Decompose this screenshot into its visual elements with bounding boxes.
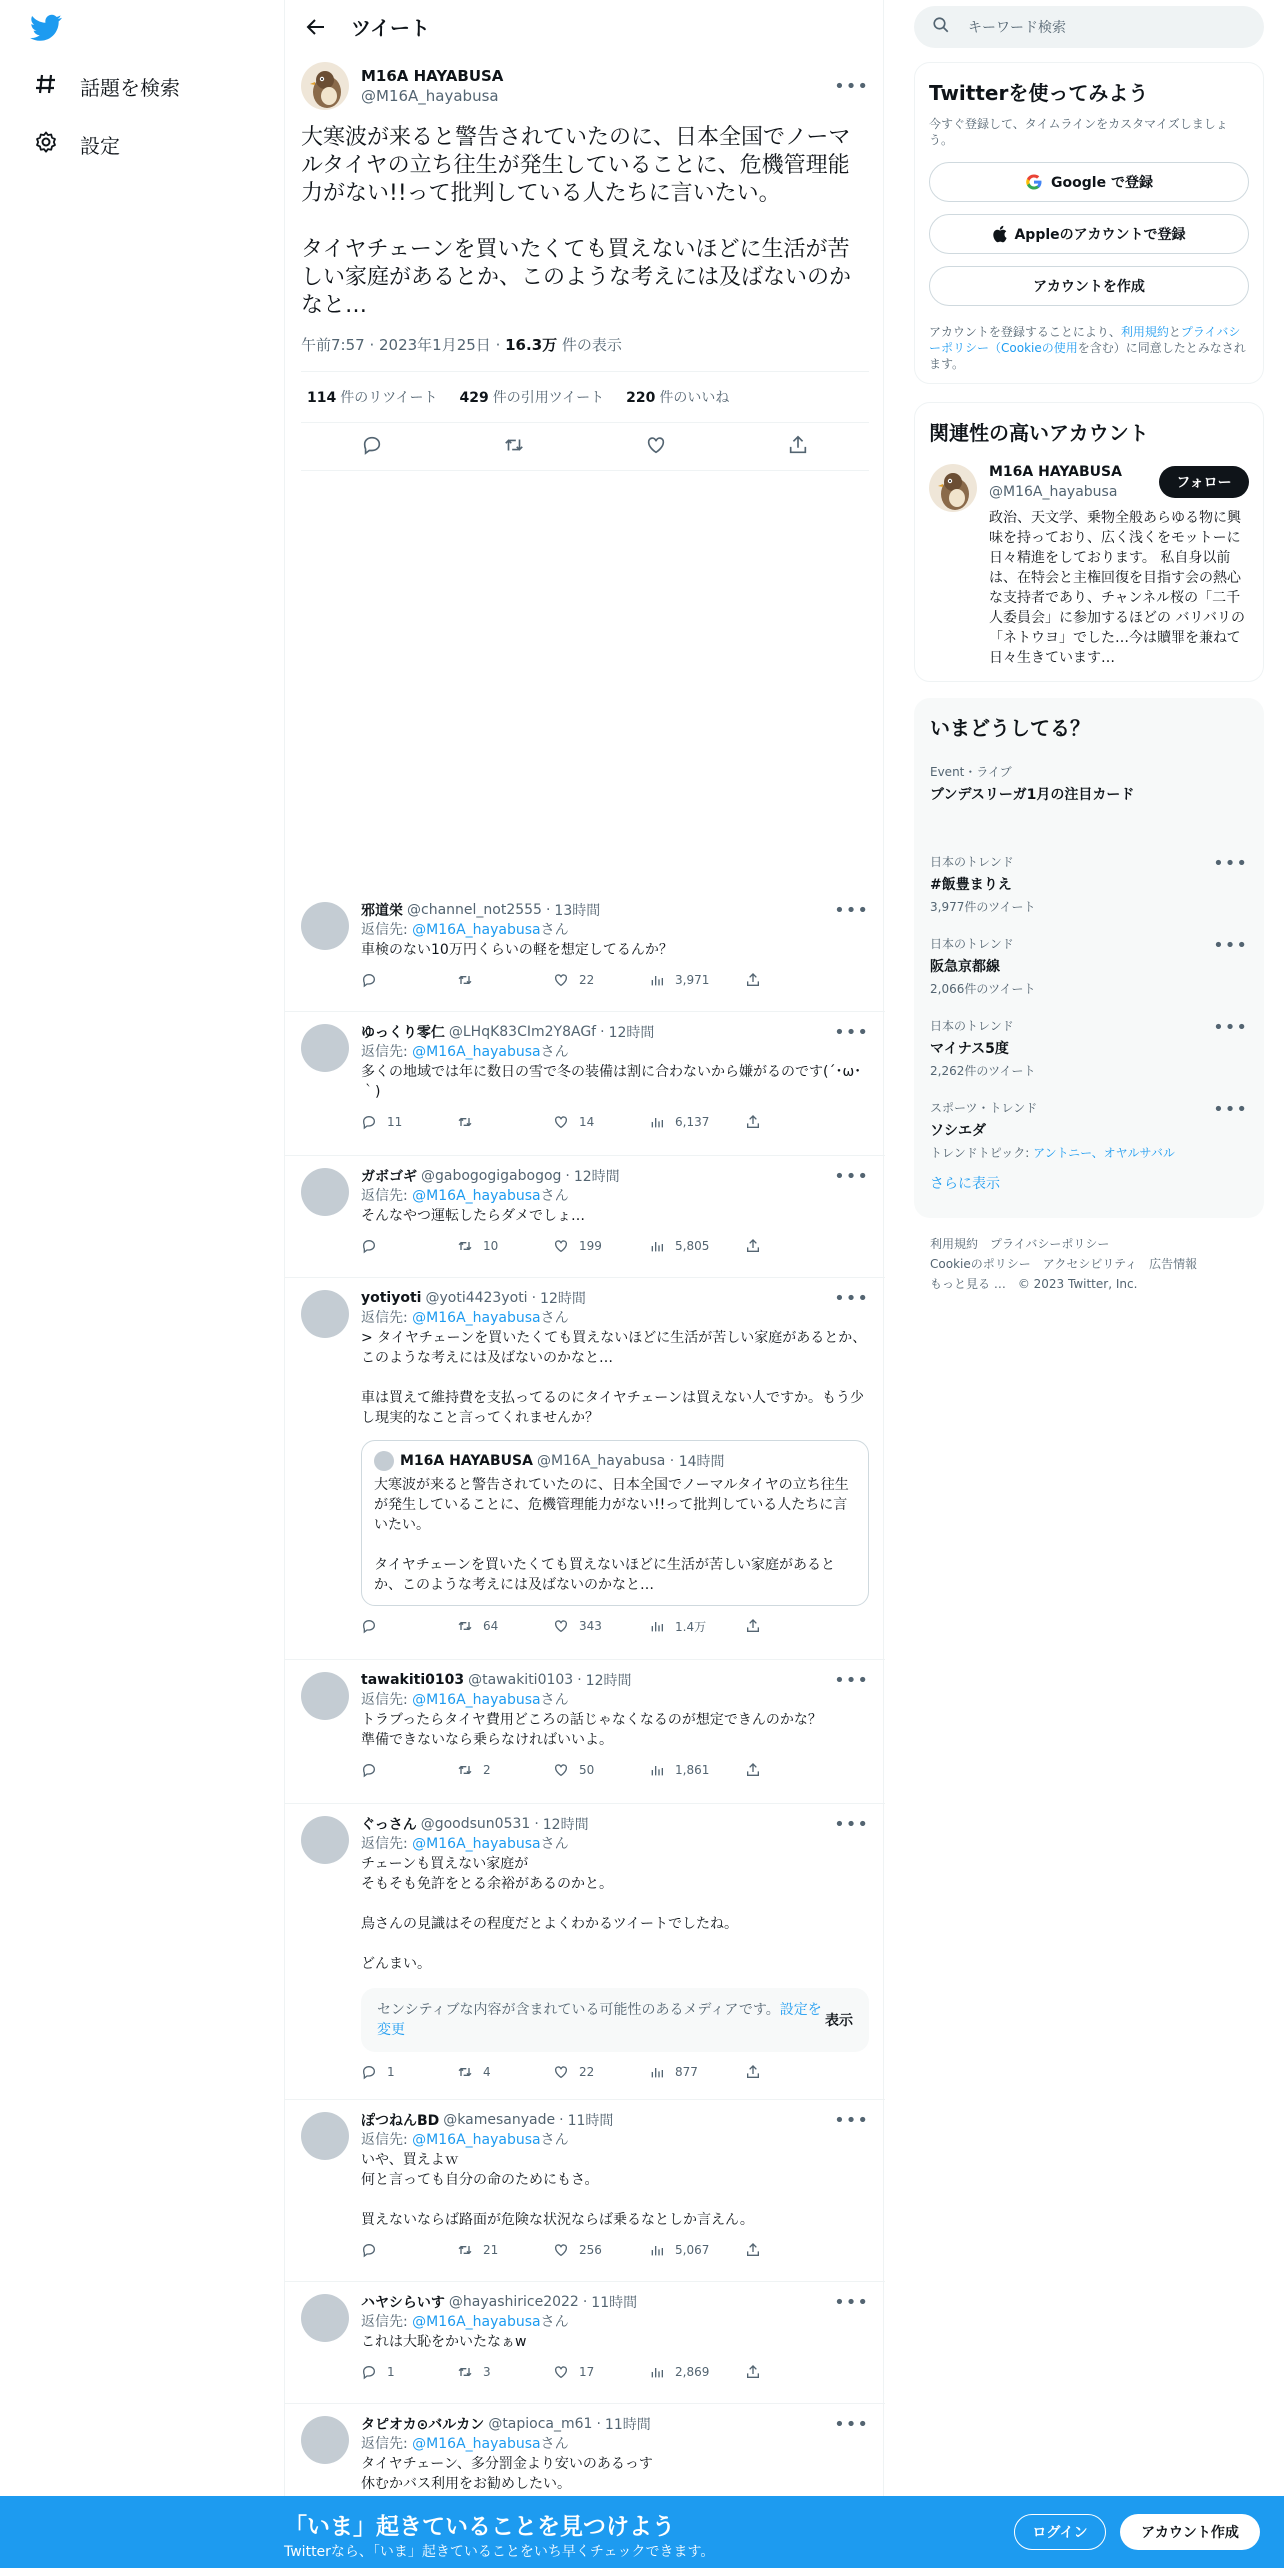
related-account-name[interactable]: M16A HAYABUSA (989, 464, 1122, 480)
tweet-date[interactable]: 2023年1月25日 (379, 336, 491, 354)
reply-author-handle[interactable]: @yoti4423yoti (425, 1290, 528, 1306)
trend-count: 2,262件のツイート (930, 1064, 1036, 1078)
reply-more-icon[interactable]: ••• (834, 2110, 869, 2131)
reply-text: 多くの地域では年に数日の雪で冬の装備は割に合わないから嫌がるのです(´･ω･｀) (361, 1064, 862, 1100)
header-bar (285, 0, 885, 53)
reply-text: チェーンも買えない家庭が そもそも免許をとる余裕があるのかと。 鳥さんの見識はその程度だとよくわかるツイートでしたね。 どんまい。 (361, 1856, 739, 1972)
trend-item[interactable] (930, 1017, 1248, 1099)
reply-to-line: 返信先: @M16A_hayabusaさん (361, 1044, 569, 1060)
share-button[interactable] (745, 2064, 841, 2080)
reply-button[interactable] (361, 2242, 457, 2258)
reply-author-handle[interactable]: @kamesanyade (443, 2112, 556, 2128)
reply-to-link[interactable]: @M16A_hayabusa (412, 922, 541, 938)
views-button[interactable]: 877 (649, 2064, 745, 2080)
reply-to-line: 返信先: @M16A_hayabusaさん (361, 2314, 569, 2330)
share-button[interactable] (745, 1762, 841, 1778)
trend-category: 日本のトレンド (930, 937, 1014, 951)
views-label: 件の表示 (561, 336, 622, 354)
reply-button[interactable] (361, 1762, 457, 1778)
reply-more-icon[interactable]: ••• (834, 2414, 869, 2435)
like-button[interactable]: 343 (553, 1618, 649, 1634)
views-button[interactable]: 5,805 (649, 1238, 745, 1254)
nav-explore[interactable] (34, 68, 180, 104)
footer-links (930, 1234, 1197, 1294)
related-account-avatar[interactable] (929, 464, 977, 512)
reply-to-line: 返信先: @M16A_hayabusaさん (361, 922, 569, 938)
reply-author-handle[interactable]: @tawakiti0103 (468, 1672, 574, 1688)
reply-text: これは大恥をかいたなぁw (361, 2334, 527, 2350)
share-button[interactable] (745, 1238, 841, 1254)
reply-author-handle[interactable]: @gabogogigabogog (421, 1168, 562, 1184)
reply-author-name[interactable]: ハヤシらいす (361, 2295, 445, 2311)
trend-name: ソシエダ (930, 1123, 986, 1139)
reply-to-line: 返信先: @M16A_hayabusaさん (361, 2132, 569, 2148)
author-handle[interactable]: @M16A_hayabusa (361, 87, 499, 105)
reply-text: トラブったらタイヤ費用どころの話じゃなくなるのが想定できんのかな？ 準備できないなら乗らなければいいよ。 (361, 1712, 822, 1748)
trend-category: 日本のトレンド (930, 1019, 1014, 1033)
reply-more-icon[interactable]: ••• (834, 1814, 869, 1835)
reply-author-name[interactable]: tawakiti0103 (361, 1672, 465, 1688)
signup-card-subtitle: 今すぐ登録して、タイムラインをカスタマイズしましょう。 (929, 117, 1228, 147)
reply-actions (361, 2362, 869, 2382)
like-icon[interactable] (645, 434, 667, 460)
reply-time[interactable]: 12時間 (608, 1025, 655, 1041)
quoted-author-handle: @M16A_hayabusa (536, 1453, 666, 1469)
search-box[interactable] (914, 6, 1264, 48)
quotes-stat[interactable]: 429 件の引用ツイート (459, 390, 605, 406)
apple-signup-button[interactable] (929, 214, 1249, 254)
reply-button[interactable] (361, 972, 457, 988)
reply-icon[interactable] (361, 434, 383, 460)
reply-author-handle[interactable]: @goodsun0531 (420, 1816, 531, 1832)
share-icon[interactable] (787, 434, 809, 460)
search-input[interactable]: キーワード検索 (968, 20, 1066, 36)
reply-tweet[interactable]: ハヤシらいす @hayashirice2022 · 11時間 返信先: @M16A_hayabusaさん これは大恥をかいたなぁw 1 3 17 2,869 ••• (285, 2282, 885, 2404)
trend-count: 3,977件のツイート (930, 900, 1036, 914)
reply-tweet[interactable]: ぐっさん @goodsun0531 · 12時間 返信先: @M16A_hayabusaさん チェーンも買えない家庭が そもそも免許をとる余裕があるのかと。 鳥さんの見識はその程度だとよくわかるツイートでしたね。 どんまい。 センシティブな内容が含まれている可能性のあるメディアです。設定を変更 表示 1 4 22 877 ••• (285, 1804, 885, 2100)
reply-to-link[interactable]: @M16A_hayabusa (412, 1836, 541, 1852)
reply-author-handle[interactable]: @hayashirice2022 (448, 2294, 579, 2310)
retweet-button[interactable] (457, 1114, 553, 1130)
show-media-button[interactable]: 表示 (825, 2013, 853, 2029)
share-button[interactable] (745, 1114, 841, 1130)
reply-author-handle[interactable]: @LHqK83CIm2Y8AGf (448, 1024, 597, 1040)
reply-text: そんなやつ運転したらダメでしょ… (361, 1208, 585, 1224)
trend-category: Event・ライブ (930, 765, 1012, 779)
views-button[interactable]: 2,869 (649, 2364, 745, 2380)
signup-card-title: Twitterを使ってみよう (929, 81, 1149, 105)
tweet-text: 大寒波が来ると警告されていたのに、日本全国でノーマルタイヤの立ち往生が発生していることに、危機管理能力がない!!って批判している人たちに言いたい。 タイヤチェーンを買いたくても買えないほどに生活が苦しい家庭があるとか、このような考えには及ばないのかなと… (301, 125, 852, 318)
reply-to-line: 返信先: @M16A_hayabusaさん (361, 1188, 569, 1204)
reply-to-link[interactable]: @M16A_hayabusa (412, 1692, 541, 1708)
reply-actions (361, 1616, 869, 1636)
trend-item[interactable] (930, 853, 1248, 935)
sensitive-media-notice (361, 1988, 869, 2052)
reply-author-handle[interactable]: @tapioca_m61 (488, 2416, 593, 2432)
reply-avatar[interactable] (301, 1290, 349, 1338)
quoted-avatar (374, 1451, 394, 1471)
page-title: ツイート (351, 16, 430, 40)
tweet-column (284, 0, 884, 2568)
footer-line-2[interactable]: Cookieのポリシー アクセシビリティ 広告情報 (930, 1257, 1198, 1271)
like-button[interactable]: 22 (553, 2064, 649, 2080)
like-button[interactable]: 22 (553, 972, 649, 988)
retweet-button[interactable]: 3 (457, 2364, 553, 2380)
like-button[interactable]: 199 (553, 1238, 649, 1254)
reply-author-name[interactable]: yotiyoti (361, 1290, 422, 1306)
signup-terms: アカウントを登録することにより、利用規約とプライバシーポリシー（Cookieの使用を含む）に同意したとみなされます。 (929, 325, 1246, 371)
signup-banner (0, 2496, 1284, 2568)
engagement-stats (301, 371, 869, 423)
related-title: 関連性の高いアカウント (929, 421, 1149, 445)
trends-card (914, 698, 1264, 1218)
reply-avatar[interactable] (301, 1024, 349, 1072)
reply-actions (361, 1760, 869, 1780)
reply-avatar[interactable] (301, 2416, 349, 2464)
reply-text: 車検のない10万円くらいの軽を想定してるんか？ (361, 942, 673, 958)
author-avatar[interactable] (301, 62, 349, 110)
reply-tweet[interactable]: タピオカ⊙バルカン @tapioca_m61 · 11時間 返信先: @M16A_hayabusaさん タイヤチェーン、多分罰金より安いのあるっす 休むかバス利用をお勧めしたい。 ••• (285, 2404, 885, 2496)
reply-to-link[interactable]: @M16A_hayabusa (412, 1044, 541, 1060)
quoted-time: 14時間 (678, 1454, 725, 1470)
reply-tweet[interactable]: yotiyoti @yoti4423yoti · 12時間 返信先: @M16A_hayabusaさん > タイヤチェーンを買いたくても買えないほどに生活が苦しい家庭があるとか、このような考えには及ばないのかなと… 車は買えて維持費を支払ってるのにタイヤチェーンは買えない人ですか。もう少し現実的なこと言ってくれませんか？ M16A HAYABUSA @M16A_hayabusa · 14時間 大寒波が来ると警告されていたのに、日本全国でノーマルタイヤの立ち往生が発生していることに、危機管理能力がない!!って批判している人たちに言いたい。 タイヤチェーンを買いたくても買えないほどに生活が苦しい家庭があるとか、このような考えには及ばないのかなと… 64 343 1.4万 ••• (285, 1278, 885, 1660)
share-button[interactable] (745, 1618, 841, 1634)
apple-signup-label: Appleのアカウントで登録 (1014, 227, 1186, 243)
reply-more-icon[interactable]: ••• (834, 900, 869, 921)
reply-more-icon[interactable]: ••• (834, 1670, 869, 1691)
retweet-button[interactable]: 10 (457, 1238, 553, 1254)
reply-more-icon[interactable]: ••• (834, 1288, 869, 1309)
retweet-button[interactable]: 21 (457, 2242, 553, 2258)
trend-count: トレンドトピック: アントニー、オヤルサバル (930, 1146, 1175, 1160)
retweets-stat[interactable]: 114 件のリツイート (307, 390, 438, 406)
retweet-button[interactable]: 4 (457, 2064, 553, 2080)
change-settings-link[interactable]: 設定を変更 (377, 2002, 822, 2038)
show-more-link[interactable]: さらに表示 (930, 1176, 1000, 1192)
tweet-actions (301, 423, 869, 471)
reply-button[interactable] (361, 1618, 457, 1634)
reply-author-name[interactable]: 邪道栄 (361, 903, 403, 919)
related-account-handle[interactable]: @M16A_hayabusa (989, 484, 1118, 500)
reply-avatar[interactable] (301, 1816, 349, 1864)
trend-name: マイナス5度 (930, 1041, 1009, 1057)
reply-actions (361, 2240, 869, 2260)
retweet-button[interactable]: 2 (457, 1762, 553, 1778)
related-accounts-card (914, 402, 1264, 682)
views-button[interactable]: 3,971 (649, 972, 745, 988)
views-count: 16.3万 (505, 336, 558, 354)
signup-card (914, 62, 1264, 384)
reply-to-link[interactable]: @M16A_hayabusa (412, 2314, 541, 2330)
reply-avatar[interactable] (301, 1168, 349, 1216)
footer-line-1[interactable]: 利用規約 プライバシーポリシー (930, 1237, 1110, 1251)
reply-time[interactable]: 12時間 (540, 1291, 586, 1307)
reply-actions (361, 1236, 869, 1256)
reply-more-icon[interactable]: ••• (834, 2292, 869, 2313)
reply-actions (361, 2062, 869, 2082)
trend-topic-links[interactable]: アントニー、オヤルサバル (1033, 1146, 1175, 1160)
like-button[interactable]: 14 (553, 1114, 649, 1130)
gear-icon (34, 130, 80, 159)
reply-button[interactable] (361, 1238, 457, 1254)
reply-tweet[interactable]: ガボゴギ @gabogogigabogog · 12時間 返信先: @M16A_hayabusaさん そんなやつ運転したらダメでしょ… 10 199 5,805 ••• (285, 1156, 885, 1278)
share-button[interactable] (745, 2364, 841, 2380)
reply-author-name[interactable]: ガボゴギ (361, 1169, 417, 1185)
google-signup-label: Google で登録 (1051, 175, 1153, 191)
apple-icon (992, 225, 1008, 243)
reply-to-link[interactable]: @M16A_hayabusa (412, 2132, 541, 2148)
reply-to-link[interactable]: @M16A_hayabusa (412, 1188, 541, 1204)
views-button[interactable]: 1.4万 (649, 1618, 745, 1635)
trend-item[interactable] (930, 935, 1248, 1017)
reply-avatar[interactable] (301, 2112, 349, 2160)
trend-item[interactable] (930, 763, 1248, 853)
reply-tweet[interactable]: tawakiti0103 @tawakiti0103 · 12時間 返信先: @M16A_hayabusaさん トラブったらタイヤ費用どころの話じゃなくなるのが想定できんのかな？ 準備できないなら乗らなければいいよ。 2 50 1,861 ••• (285, 1660, 885, 1804)
quoted-text: 大寒波が来ると警告されていたのに、日本全国でノーマルタイヤの立ち往生が発生していることに、危機管理能力がない!!って批判している人たちに言いたい。 タイヤチェーンを買いたくても買えないほどに生活が苦しい家庭があるとか、このような考えには及ばないのかなと… (374, 1477, 849, 1593)
reply-to-line: 返信先: @M16A_hayabusaさん (361, 1310, 569, 1326)
reply-text: いや、買えよｗ 何と言っても自分の命のためにもさ。 買えないならば路面が危険な状況ならば乗るなとしか言えん。 (361, 2152, 754, 2228)
reply-button[interactable]: 1 (361, 2064, 457, 2080)
share-button[interactable] (745, 2242, 841, 2258)
hashtag-icon (34, 72, 80, 101)
nav-explore-label: 話題を検索 (80, 75, 180, 100)
search-icon (932, 16, 950, 38)
reply-time[interactable]: 11時間 (567, 2113, 614, 2129)
trend-more-icon[interactable]: ••• (1213, 935, 1248, 956)
reply-actions (361, 970, 869, 990)
reply-to-line: 返信先: @M16A_hayabusaさん (361, 2436, 569, 2452)
related-account-bio: 政治、天文学、乗物全般あらゆる物に興味を持っており、広く浅くをモットーに日々精進をしております。 私自身以前は、在特会と主権回復を目指す会の熱心な支持者であり、チャンネル桜の「二千人委員会」に参加するほどの バリバリの「ネトウヨ」でした…今は贖罪を兼ねて日々生きています… (989, 510, 1246, 666)
reply-time[interactable]: 12時間 (585, 1673, 632, 1689)
share-button[interactable] (745, 972, 841, 988)
reply-time[interactable]: 12時間 (542, 1817, 589, 1833)
trend-name: #飯豊まりえ (930, 877, 1012, 893)
reply-text: タイヤチェーン、多分罰金より安いのあるっす 休むかバス利用をお勧めしたい。 (361, 2456, 653, 2492)
google-signup-button[interactable] (929, 162, 1249, 202)
reply-time[interactable]: 13時間 (554, 903, 601, 919)
left-navigation (0, 0, 284, 2568)
quoted-author-name: M16A HAYABUSA (400, 1453, 533, 1469)
banner-headline: 「いま」起きていることを見つけよう (284, 2514, 675, 2540)
trend-more-icon[interactable]: ••• (1213, 1017, 1248, 1038)
reply-text: > タイヤチェーンを買いたくても買えないほどに生活が苦しい家庭があるとか、このような考えには及ばないのかなと… 車は買えて維持費を支払ってるのにタイヤチェーンは買えない人ですか。もう少し現実的なこと言ってくれませんか？ (361, 1330, 867, 1426)
main-tweet (301, 62, 869, 471)
login-button[interactable]: ログイン (1014, 2514, 1106, 2550)
retweet-icon[interactable] (503, 434, 525, 460)
reply-to-line: 返信先: @M16A_hayabusaさん (361, 1692, 569, 1708)
trend-name: 阪急京都線 (930, 959, 1000, 975)
twitter-bird-icon[interactable] (30, 14, 62, 46)
likes-stat[interactable]: 220 件のいいね (626, 390, 730, 406)
reply-tweet[interactable]: ぽつねんBD @kamesanyade · 11時間 返信先: @M16A_hayabusaさん いや、買えよｗ 何と言っても自分の命のためにもさ。 買えないならば路面が危険な状況ならば乗るなとしか言えん。 21 256 5,067 ••• (285, 2100, 885, 2282)
like-button[interactable]: 256 (553, 2242, 649, 2258)
nav-settings[interactable] (34, 126, 120, 162)
more-options-icon[interactable]: ••• (834, 75, 869, 97)
quoted-tweet[interactable]: M16A HAYABUSA @M16A_hayabusa · 14時間 大寒波が来ると警告されていたのに、日本全国でノーマルタイヤの立ち往生が発生していることに、危機管理能力がない!!って批判している人たちに言いたい。 タイヤチェーンを買いたくても買えないほどに生活が苦しい家庭があるとか、このような考えには及ばないのかなと… (361, 1440, 869, 1606)
trend-more-icon[interactable]: ••• (1213, 1099, 1248, 1120)
reply-to-link[interactable]: @M16A_hayabusa (412, 2436, 541, 2452)
reply-tweet[interactable]: ゆっくり零仁 @LHqK83CIm2Y8AGf · 12時間 返信先: @M16A_hayabusaさん 多くの地域では年に数日の雪で冬の装備は割に合わないから嫌がるのです(´･ω･｀) 11 14 6,137 ••• (285, 1012, 885, 1156)
like-button[interactable]: 17 (553, 2364, 649, 2380)
tweet-time[interactable]: 午前7:57 (301, 336, 365, 354)
reply-avatar[interactable] (301, 902, 349, 950)
trend-category: スポーツ・トレンド (930, 1101, 1038, 1115)
author-name[interactable]: M16A HAYABUSA (361, 67, 504, 85)
retweet-button[interactable] (457, 972, 553, 988)
reply-button[interactable]: 11 (361, 1114, 457, 1130)
like-button[interactable]: 50 (553, 1762, 649, 1778)
reply-more-icon[interactable]: ••• (834, 1166, 869, 1187)
privacy-link[interactable]: プライバシーポリシー（Cookieの使用 (929, 325, 1241, 355)
sensitive-media-text: センシティブな内容が含まれている可能性のあるメディアです。 (377, 2002, 780, 2018)
reply-author-name[interactable]: ぐっさん (361, 1817, 417, 1833)
reply-tweet[interactable]: 邪道栄 @channel_not2555 · 13時間 返信先: @M16A_hayabusaさん 車検のない10万円くらいの軽を想定してるんか？ 22 3,971 ••• (285, 890, 885, 1012)
reply-time[interactable]: 12時間 (573, 1169, 620, 1185)
reply-actions (361, 1112, 869, 1132)
views-button[interactable]: 5,067 (649, 2242, 745, 2258)
trend-name: ブンデスリーガ1月の注目カード (930, 787, 1135, 803)
reply-author-name[interactable]: ぽつねんBD (361, 2113, 440, 2129)
trend-more-icon[interactable]: ••• (1213, 853, 1248, 874)
views-button[interactable]: 1,861 (649, 1762, 745, 1778)
reply-time[interactable]: 11時間 (604, 2417, 651, 2433)
reply-author-handle[interactable]: @channel_not2555 (407, 902, 542, 918)
trends-title: いまどうしてる？ (930, 716, 1090, 740)
tweet-meta: 午前7:57 · 2023年1月25日 · 16.3万 件の表示 (301, 336, 622, 354)
google-icon (1025, 173, 1043, 191)
reply-author-name[interactable]: ゆっくり零仁 (361, 1025, 445, 1041)
views-button[interactable]: 6,137 (649, 1114, 745, 1130)
banner-subtext: Twitterなら、「いま」起きていることをいち早くチェックできます。 (284, 2544, 715, 2560)
trend-item[interactable] (930, 1099, 1248, 1161)
follow-button[interactable]: フォロー (1159, 466, 1249, 498)
reply-avatar[interactable] (301, 2294, 349, 2342)
signup-button[interactable]: アカウント作成 (1120, 2514, 1260, 2550)
terms-link[interactable]: 利用規約 (1120, 325, 1169, 339)
trend-category: 日本のトレンド (930, 855, 1014, 869)
retweet-button[interactable]: 64 (457, 1618, 553, 1634)
reply-to-line: 返信先: @M16A_hayabusaさん (361, 1836, 569, 1852)
reply-time[interactable]: 11時間 (591, 2295, 638, 2311)
back-arrow-icon[interactable] (285, 17, 341, 37)
reply-more-icon[interactable]: ••• (834, 1022, 869, 1043)
nav-settings-label: 設定 (80, 133, 120, 158)
create-account-button[interactable]: アカウントを作成 (929, 266, 1249, 306)
reply-button[interactable]: 1 (361, 2364, 457, 2380)
footer-line-3[interactable]: もっと見る … © 2023 Twitter, Inc. (930, 1277, 1138, 1291)
reply-avatar[interactable] (301, 1672, 349, 1720)
trend-count: 2,066件のツイート (930, 982, 1036, 996)
reply-author-name[interactable]: タピオカ⊙バルカン (361, 2417, 485, 2433)
reply-to-link[interactable]: @M16A_hayabusa (412, 1310, 541, 1326)
